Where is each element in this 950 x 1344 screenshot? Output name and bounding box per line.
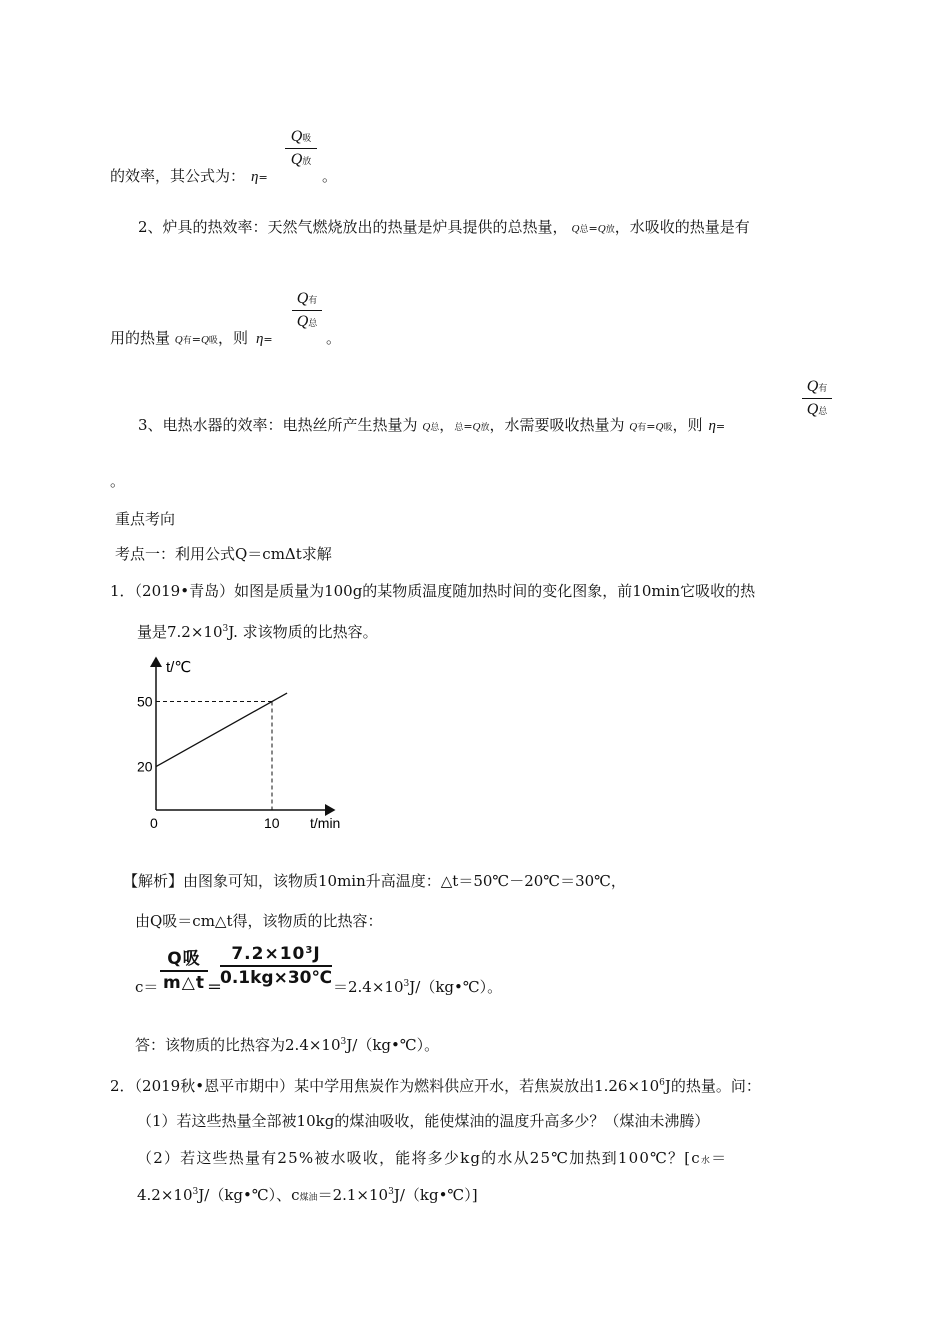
q2-line3: （2）若这些热量有25%被水吸收，能将多少kg的水从25℃加热到100℃？[c水＝ bbox=[137, 1149, 728, 1167]
equals-2: ＝ bbox=[207, 978, 223, 996]
efficiency-fraction-2: Q有 Q总 bbox=[292, 290, 322, 331]
eq1-end: 。 bbox=[322, 167, 338, 185]
q1-line2: 量是$7.2\times 10^3J$. 求该物质的比热容。 bbox=[137, 623, 378, 641]
x-axis-label: t/min bbox=[310, 815, 341, 831]
p2-line1: 2、炉具的热效率：天然气燃烧放出的热量是炉具提供的总热量， Q总=Q放，水吸收的热量是有 bbox=[138, 218, 750, 236]
series-line bbox=[156, 693, 287, 767]
eq1-line: 的效率，其公式为： η= bbox=[110, 167, 268, 185]
c-equals: c＝ bbox=[135, 978, 159, 996]
x-tick-label: 10 bbox=[264, 815, 280, 831]
fraction-q-over-mdt: Q吸 m△t bbox=[160, 944, 208, 993]
x-tick-label: 0 bbox=[150, 815, 158, 831]
p2-line2: 用的热量 Q有=Q吸，则 η= bbox=[110, 329, 273, 347]
p2-end: 。 bbox=[326, 329, 342, 347]
fraction-values: $7.2\times 10^3J$ 0.1kg×30℃ bbox=[220, 944, 333, 988]
efficiency-fraction-1: Q吸 Q放 bbox=[285, 128, 317, 169]
q1-line1: 1．（2019•青岛）如图是质量为100g的某物质温度随加热时间的变化图象，前10min它吸收的热 bbox=[110, 582, 756, 600]
efficiency-fraction-3: Q有 Q总 bbox=[802, 378, 832, 419]
p3-line1: 3、电热水器的效率：电热丝所产生热量为 Q总，总=Q放，水需要吸收热量为 Q有=Q吸，则 η= bbox=[138, 416, 726, 434]
q2-line2: （1）若这些热量全部被10kg的煤油吸收，能使煤油的温度升高多少？（煤油未沸腾） bbox=[137, 1112, 710, 1130]
y-tick-label: 50 bbox=[137, 693, 153, 710]
q2-line4: $4.2\times 10^3J/(kg•℃)$、c煤油$=2.1\times 10^3J/(kg•℃)$] bbox=[137, 1186, 478, 1204]
solution-line1: 【解析】由图象可知，该物质10min升高温度：△t＝50℃－20℃＝30℃， bbox=[123, 872, 626, 890]
q2-line1: 2．（2019秋•恩平市期中）某中学用焦炭作为燃料供应开水，若焦炭放出$1.26\times 10^6J$的热量。问： bbox=[110, 1077, 761, 1095]
answer: 答：该物质的比热容为$2.4\times 10^3J/(kg•℃)$。 bbox=[135, 1036, 440, 1054]
p3-end: 。 bbox=[110, 472, 126, 490]
kaodian-title: 考点一：利用公式Q＝cmΔt求解 bbox=[115, 545, 332, 563]
temperature-time-chart bbox=[130, 650, 370, 835]
y-axis-label: t/℃ bbox=[166, 659, 192, 676]
result: $=2.4\times 10^3J/(kg•℃)$。 bbox=[333, 978, 503, 996]
solution-line2: 由Q吸＝cm△t得，该物质的比热容： bbox=[135, 912, 383, 930]
y-tick-label: 20 bbox=[137, 758, 153, 775]
section-title: 重点考向 bbox=[115, 510, 176, 528]
